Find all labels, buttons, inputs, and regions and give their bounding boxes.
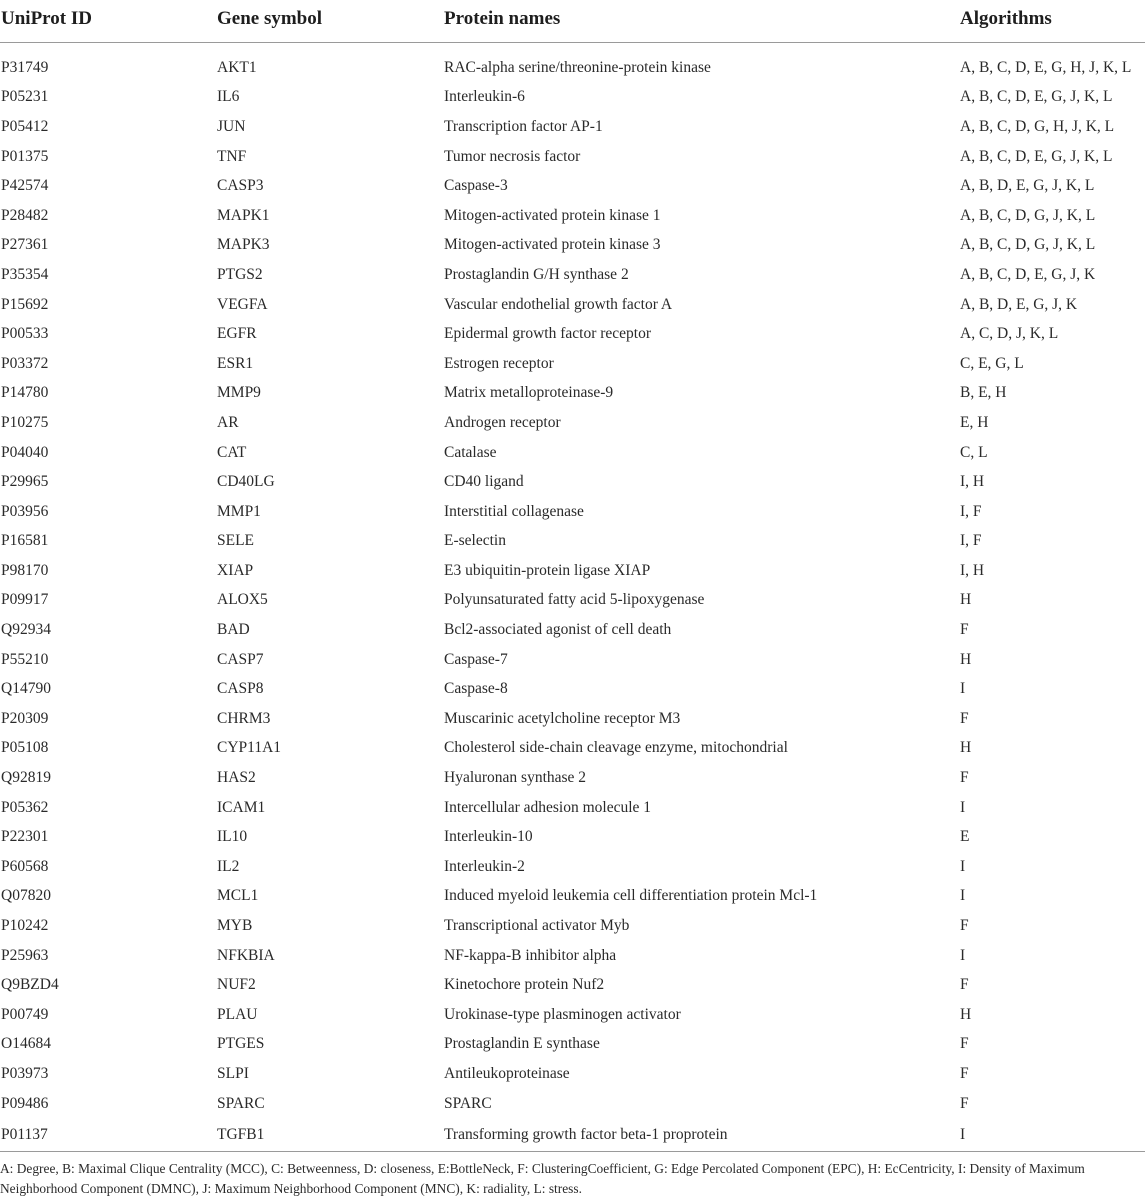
cell-gene-symbol: SPARC [217, 1094, 265, 1112]
cell-uniprot-id: P00533 [1, 325, 49, 343]
cell-algorithms: F [960, 1094, 969, 1112]
cell-uniprot-id: P31749 [1, 58, 49, 76]
table-row [0, 970, 1145, 1000]
cell-protein-name: Transforming growth factor beta-1 proprotein [443, 1118, 959, 1152]
cell-uniprot-id: P09917 [1, 591, 49, 609]
cell-protein-name: E-selectin [444, 532, 506, 550]
cell-gene-symbol: CASP8 [217, 680, 264, 698]
cell-uniprot-id: P27361 [1, 236, 49, 254]
table-row [0, 201, 1145, 231]
table-row [0, 260, 1145, 290]
cell-gene-symbol: TNF [217, 147, 247, 165]
table-body [0, 43, 1145, 1152]
table-row [0, 734, 1145, 764]
table-row [0, 171, 1145, 201]
cell-algorithms: H [960, 591, 972, 609]
cell-uniprot-id: Q92934 [1, 621, 51, 639]
cell-protein-name: Catalase [444, 443, 497, 461]
table-row [0, 497, 1145, 527]
cell-protein-name: Vascular endothelial growth factor A [444, 295, 673, 313]
cell-gene-symbol: SELE [217, 532, 255, 550]
cell-uniprot-id: P98170 [1, 561, 49, 579]
cell-uniprot-id: P25963 [1, 946, 49, 964]
cell-algorithms: A, B, C, D, G, H, J, K, L [960, 117, 1115, 135]
cell-algorithms: H [960, 739, 972, 757]
cell-protein-name: Prostaglandin G/H synthase 2 [444, 265, 629, 283]
cell-gene-symbol: CD40LG [217, 473, 275, 491]
cell-protein-name: Transcriptional activator Myb [444, 917, 630, 935]
cell-protein-name: NF-kappa-B inhibitor alpha [444, 946, 617, 964]
cell-gene-symbol: IL10 [217, 828, 248, 846]
table-row [0, 852, 1145, 882]
cell-gene-symbol: ESR1 [217, 354, 254, 372]
cell-protein-name: Caspase-7 [444, 650, 508, 668]
header-gene-symbol: Gene symbol [216, 0, 443, 43]
cell-gene-symbol: AKT1 [217, 58, 257, 76]
cell-uniprot-id: P03956 [1, 502, 49, 520]
cell-uniprot-id: P55210 [1, 650, 49, 668]
cell-protein-name: Muscarinic acetylcholine receptor M3 [444, 709, 681, 727]
table-row [0, 1118, 1145, 1152]
header-row [0, 0, 1145, 43]
table-row [0, 674, 1145, 704]
cell-uniprot-id: P05231 [1, 88, 49, 106]
table-row [0, 822, 1145, 852]
cell-uniprot-id: P28482 [1, 206, 49, 224]
cell-protein-name: Tumor necrosis factor [444, 147, 581, 165]
cell-protein-name: Intercellular adhesion molecule 1 [444, 798, 652, 816]
header-uniprot-id: UniProt ID [0, 0, 216, 43]
cell-uniprot-id: P10275 [1, 413, 49, 431]
cell-gene-symbol: TGFB1 [216, 1118, 443, 1152]
table-row [0, 290, 1145, 320]
cell-gene-symbol: CASP3 [217, 177, 264, 195]
cell-algorithms: I [960, 857, 966, 875]
cell-gene-symbol: IL2 [217, 857, 240, 875]
cell-uniprot-id: P10242 [1, 917, 49, 935]
cell-gene-symbol: SLPI [217, 1064, 249, 1082]
table-row [0, 408, 1145, 438]
cell-algorithms: F [960, 621, 969, 639]
table-row [0, 319, 1145, 349]
table-row [0, 1030, 1145, 1060]
cell-protein-name: Hyaluronan synthase 2 [444, 769, 587, 787]
cell-gene-symbol: VEGFA [217, 295, 268, 313]
cell-uniprot-id: P20309 [1, 709, 49, 727]
cell-gene-symbol: HAS2 [217, 769, 256, 787]
cell-uniprot-id: P60568 [1, 857, 49, 875]
cell-protein-name: Transcription factor AP-1 [444, 117, 603, 135]
cell-protein-name: Matrix metalloproteinase-9 [444, 384, 614, 402]
cell-algorithms: F [960, 976, 969, 994]
cell-gene-symbol: MAPK3 [217, 236, 270, 254]
table-row [0, 645, 1145, 675]
cell-algorithms: E, H [960, 413, 989, 431]
table-row [0, 763, 1145, 793]
table-row [0, 1089, 1145, 1119]
cell-protein-name: Epidermal growth factor receptor [444, 325, 652, 343]
cell-uniprot-id: P05412 [1, 117, 49, 135]
cell-uniprot-id: Q9BZD4 [1, 976, 59, 994]
cell-algorithms: C, L [960, 443, 988, 461]
cell-gene-symbol: ICAM1 [217, 798, 266, 816]
table-row [0, 882, 1145, 912]
cell-uniprot-id: P09486 [1, 1094, 49, 1112]
cell-uniprot-id: P01375 [1, 147, 49, 165]
header-protein-names: Protein names [443, 0, 959, 43]
cell-protein-name: Antileukoproteinase [444, 1064, 570, 1082]
cell-algorithms: I, F [960, 502, 982, 520]
cell-protein-name: Induced myeloid leukemia cell differentiation protein Mcl-1 [444, 887, 818, 905]
cell-gene-symbol: EGFR [217, 325, 257, 343]
cell-gene-symbol: XIAP [217, 561, 254, 579]
cell-uniprot-id: P00749 [1, 1005, 49, 1023]
table-row [0, 83, 1145, 113]
cell-algorithms: I [959, 1118, 1145, 1152]
header-algorithms: Algorithms [959, 0, 1145, 43]
table-row [0, 911, 1145, 941]
table-row [0, 142, 1145, 172]
cell-algorithms: F [960, 1064, 969, 1082]
cell-uniprot-id: P16581 [1, 532, 49, 550]
cell-protein-name: SPARC [444, 1094, 492, 1112]
cell-algorithms: F [960, 1035, 969, 1053]
cell-algorithms: A, B, C, D, G, J, K, L [960, 206, 1096, 224]
table-header [0, 0, 1145, 43]
cell-gene-symbol: AR [217, 413, 239, 431]
cell-gene-symbol: NFKBIA [217, 946, 275, 964]
cell-uniprot-id: P22301 [1, 828, 49, 846]
cell-protein-name: Interstitial collagenase [444, 502, 584, 520]
cell-protein-name: Mitogen-activated protein kinase 3 [444, 236, 661, 254]
cell-algorithms: F [960, 709, 969, 727]
cell-gene-symbol: IL6 [217, 88, 240, 106]
cell-algorithms: A, B, D, E, G, J, K, L [960, 177, 1095, 195]
cell-algorithms: F [960, 769, 969, 787]
cell-uniprot-id: P01137 [0, 1118, 216, 1152]
cell-algorithms: A, C, D, J, K, L [960, 325, 1059, 343]
cell-protein-name: E3 ubiquitin-protein ligase XIAP [444, 561, 651, 579]
cell-gene-symbol: PTGES [217, 1035, 265, 1053]
table-row [0, 112, 1145, 142]
cell-gene-symbol: CYP11A1 [217, 739, 282, 757]
table-row [0, 43, 1145, 83]
cell-gene-symbol: PTGS2 [217, 265, 263, 283]
table-row [0, 556, 1145, 586]
cell-uniprot-id: P03973 [1, 1064, 49, 1082]
table-row [0, 615, 1145, 645]
cell-protein-name: Polyunsaturated fatty acid 5-lipoxygenase [444, 591, 705, 609]
cell-uniprot-id: P14780 [1, 384, 49, 402]
cell-gene-symbol: MMP1 [217, 502, 261, 520]
cell-protein-name: Prostaglandin E synthase [444, 1035, 600, 1053]
cell-algorithms: I [960, 946, 966, 964]
table-footnote: A: Degree, B: Maximal Clique Centrality (MCC), C: Betweenness, D: closeness, E:BottleNeck, F: ClusteringCoefficient, G: Edge Percolated Component (EPC), H: EcCentricity, I: Density of Maximum Neighborhood Component (DMNC), J: Maximum Neighborhood Component (MNC), K: radiality, L: stress. [0, 1161, 1085, 1196]
table-row [0, 527, 1145, 557]
cell-uniprot-id: Q92819 [1, 769, 51, 787]
cell-protein-name: Estrogen receptor [444, 354, 554, 372]
cell-protein-name: Cholesterol side-chain cleavage enzyme, mitochondrial [444, 739, 788, 757]
cell-gene-symbol: BAD [217, 621, 250, 639]
cell-algorithms: H [960, 1005, 972, 1023]
cell-gene-symbol: CASP7 [217, 650, 264, 668]
table-row [0, 231, 1145, 261]
cell-uniprot-id: P35354 [1, 265, 49, 283]
cell-uniprot-id: P29965 [1, 473, 49, 491]
cell-gene-symbol: ALOX5 [217, 591, 268, 609]
table-row [0, 349, 1145, 379]
cell-gene-symbol: PLAU [217, 1005, 258, 1023]
cell-protein-name: Caspase-3 [444, 177, 508, 195]
cell-protein-name: CD40 ligand [444, 473, 524, 491]
cell-algorithms: A, B, C, D, E, G, H, J, K, L [960, 58, 1132, 76]
cell-algorithms: B, E, H [960, 384, 1007, 402]
cell-protein-name: Androgen receptor [444, 413, 561, 431]
cell-gene-symbol: MYB [217, 917, 253, 935]
cell-algorithms: I [960, 680, 966, 698]
cell-uniprot-id: P05108 [1, 739, 49, 757]
cell-algorithms: A, B, C, D, E, G, J, K, L [960, 147, 1113, 165]
cell-protein-name: Caspase-8 [444, 680, 508, 698]
cell-gene-symbol: CHRM3 [217, 709, 271, 727]
cell-protein-name: Kinetochore protein Nuf2 [444, 976, 605, 994]
cell-protein-name: Mitogen-activated protein kinase 1 [444, 206, 661, 224]
table-row [0, 793, 1145, 823]
table-row [0, 586, 1145, 616]
cell-algorithms: I [960, 798, 966, 816]
cell-gene-symbol: JUN [217, 117, 246, 135]
cell-algorithms: H [960, 650, 972, 668]
cell-algorithms: A, B, D, E, G, J, K [960, 295, 1078, 313]
cell-uniprot-id: P15692 [1, 295, 49, 313]
table-row [0, 704, 1145, 734]
cell-uniprot-id: Q14790 [1, 680, 51, 698]
cell-protein-name: Interleukin-10 [444, 828, 533, 846]
cell-gene-symbol: MCL1 [217, 887, 259, 905]
cell-uniprot-id: O14684 [1, 1035, 51, 1053]
table-row [0, 438, 1145, 468]
cell-protein-name: Urokinase-type plasminogen activator [444, 1005, 681, 1023]
cell-uniprot-id: P04040 [1, 443, 49, 461]
cell-algorithms: I [960, 887, 966, 905]
cell-gene-symbol: MAPK1 [217, 206, 270, 224]
cell-protein-name: Interleukin-2 [444, 857, 525, 875]
cell-protein-name: Bcl2-associated agonist of cell death [444, 621, 672, 639]
cell-algorithms: E [960, 828, 970, 846]
cell-uniprot-id: P42574 [1, 177, 49, 195]
table-row [0, 379, 1145, 409]
cell-algorithms: I, H [960, 561, 985, 579]
cell-protein-name: RAC-alpha serine/threonine-protein kinase [444, 58, 711, 76]
cell-algorithms: A, B, C, D, E, G, J, K, L [960, 88, 1113, 106]
cell-gene-symbol: NUF2 [217, 976, 256, 994]
table-row [0, 1059, 1145, 1089]
cell-uniprot-id: P03372 [1, 354, 49, 372]
cell-algorithms: A, B, C, D, E, G, J, K [960, 265, 1096, 283]
cell-protein-name: Interleukin-6 [444, 88, 525, 106]
cell-algorithms: C, E, G, L [960, 354, 1024, 372]
cell-algorithms: F [960, 917, 969, 935]
cell-uniprot-id: P05362 [1, 798, 49, 816]
table-row [0, 467, 1145, 497]
cell-algorithms: I, F [960, 532, 982, 550]
cell-gene-symbol: CAT [217, 443, 247, 461]
cell-algorithms: I, H [960, 473, 985, 491]
table-row [0, 1000, 1145, 1030]
table-row [0, 941, 1145, 971]
cell-gene-symbol: MMP9 [217, 384, 261, 402]
cell-algorithms: A, B, C, D, G, J, K, L [960, 236, 1096, 254]
cell-uniprot-id: Q07820 [1, 887, 51, 905]
